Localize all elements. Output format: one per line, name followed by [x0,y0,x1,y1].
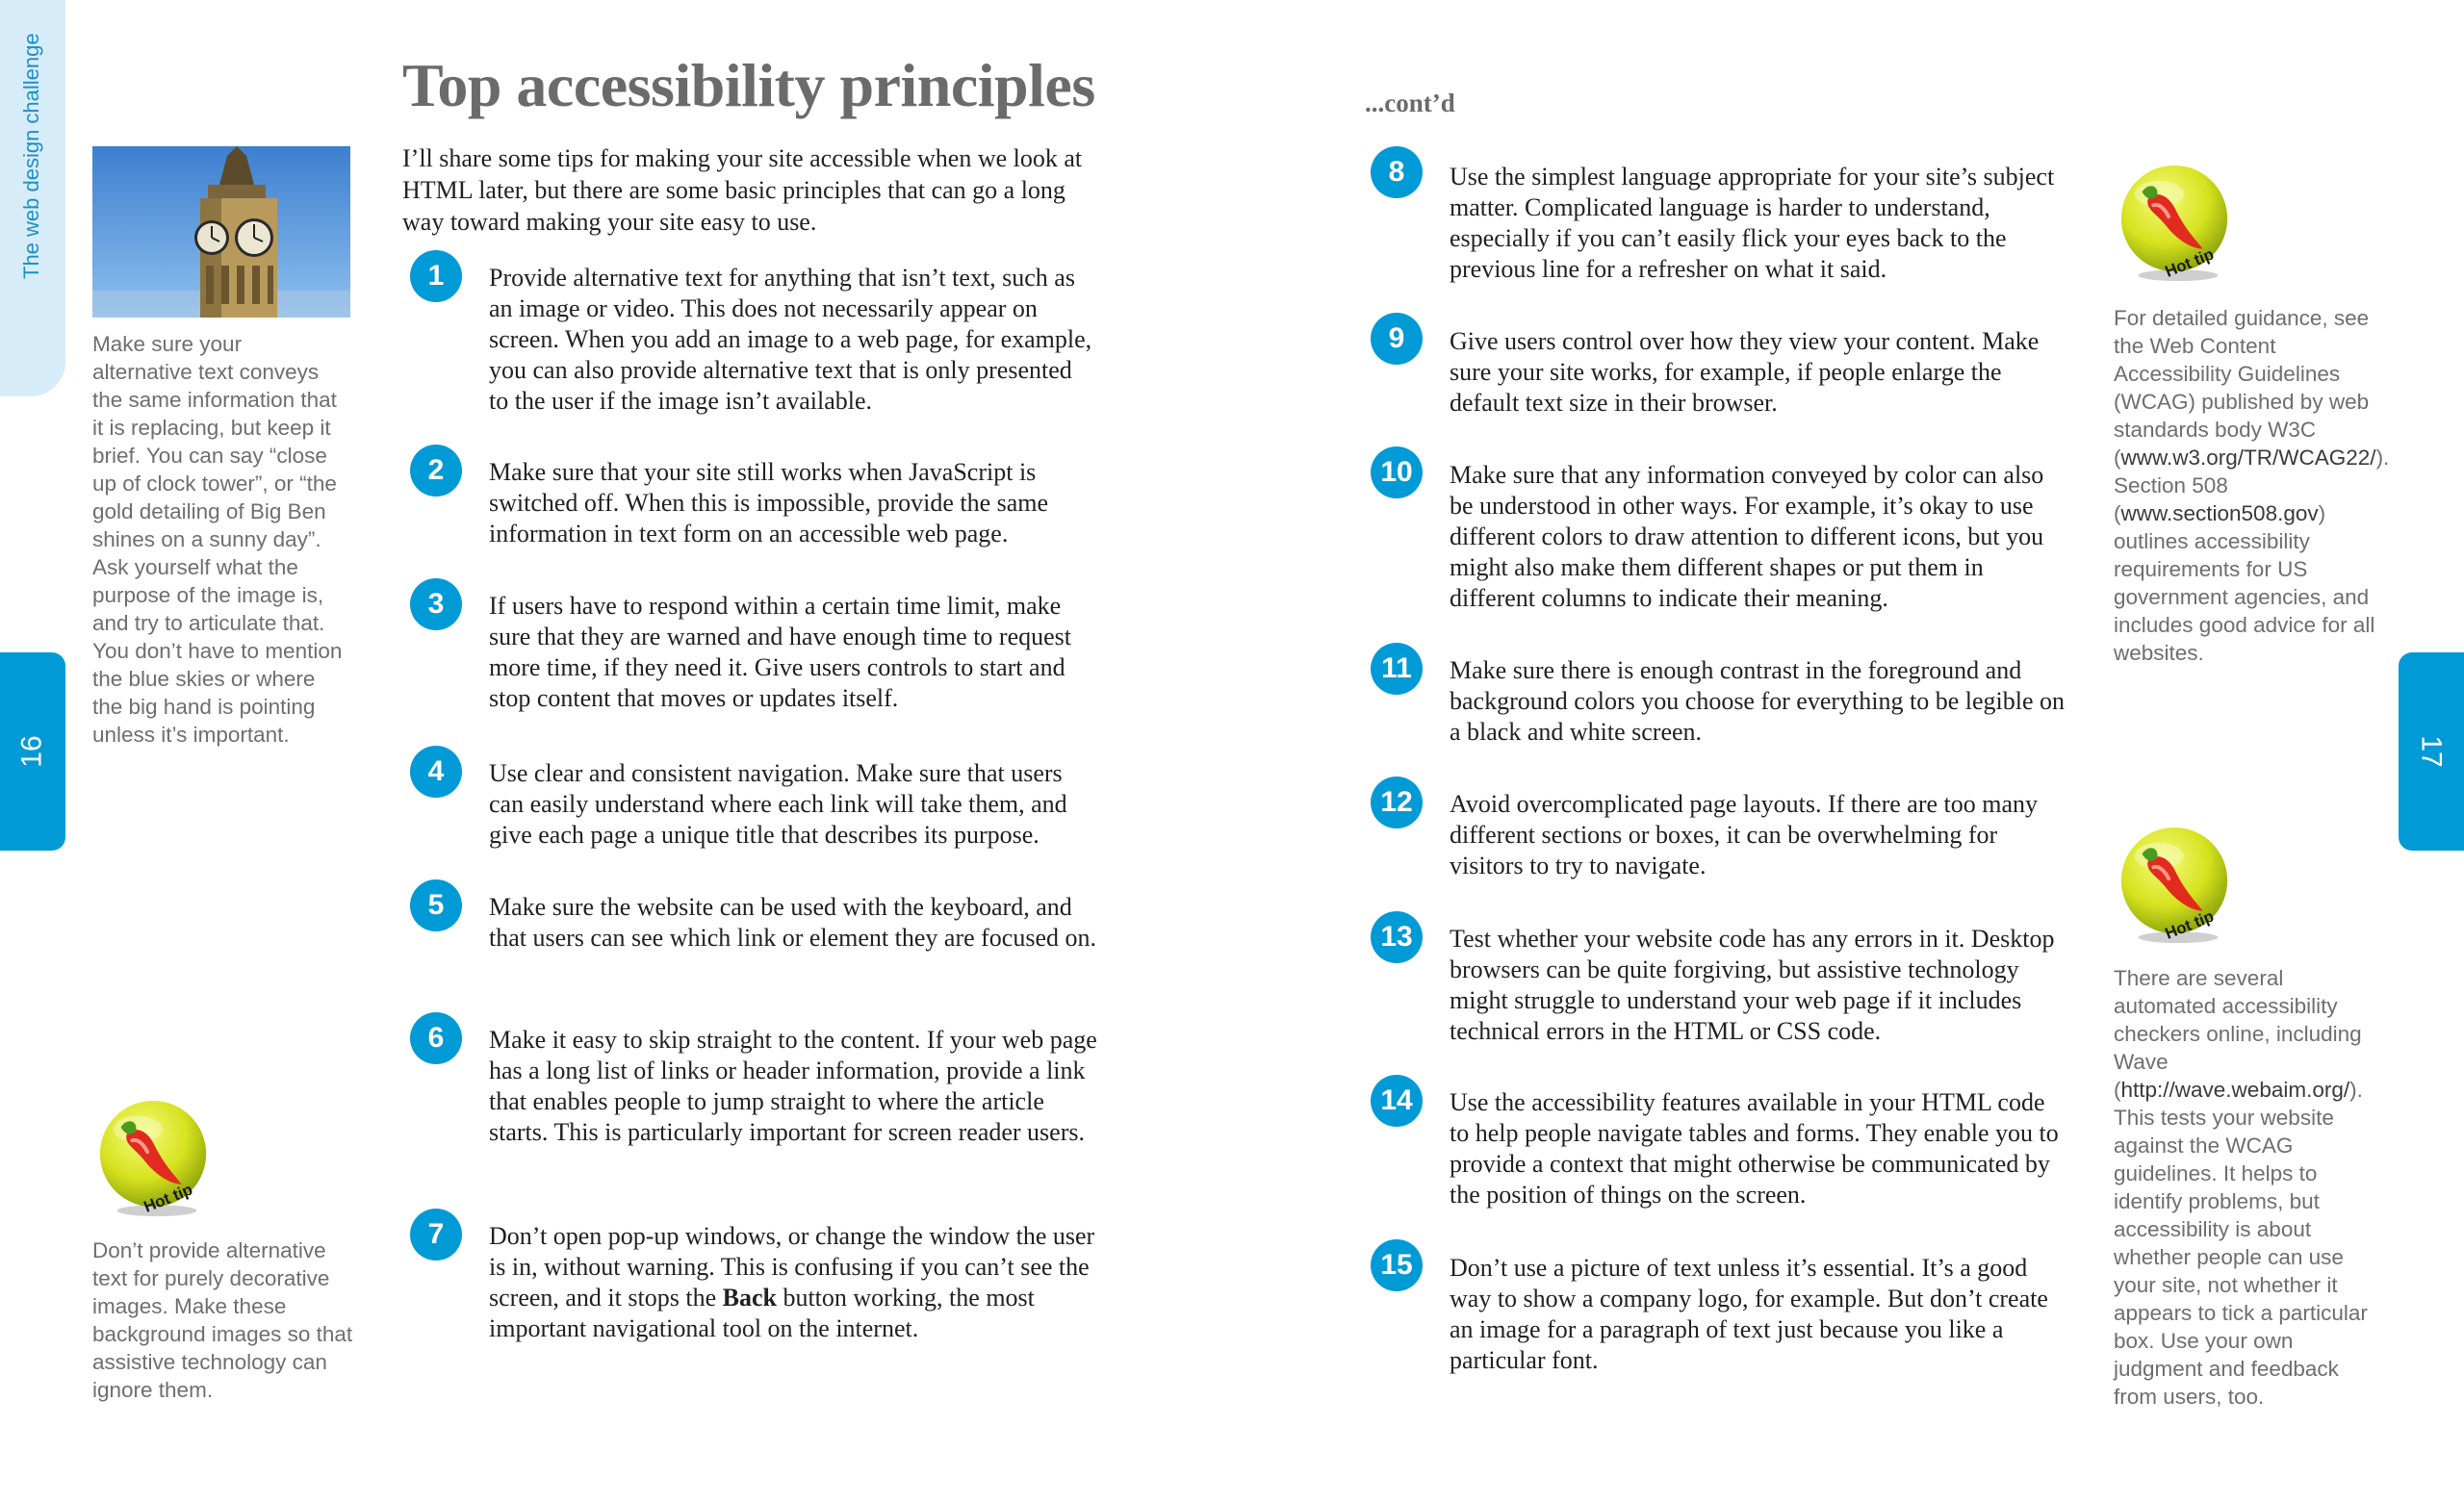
item-text: If users have to respond within a certain time limit, make sure that they are warned and have enough time to request more time, if they need it. Give users controls to start and stop content that moves or updates itself. [489,592,1071,712]
back-button-term: Back [722,1284,777,1312]
wave-webaim-link[interactable]: http://wave.webaim.org/ [2120,1078,2350,1102]
section508-link[interactable]: www.section508.gov [2120,501,2319,525]
item-number: 11 [1371,643,1423,695]
photo-caption: Make sure your alternative text conveys the same information that it is replacing, but keep it brief. You can say “close up of clock tower”, or “the gold detailing of Big Ben shines on a sunny day”. Ask yourself what the purpose of the image is, and try to articulate that. You don’t have to mention the blue skies or where the big hand is pointing unless it’s important. [92,332,343,747]
item-number: 15 [1371,1239,1423,1291]
page-number-left: 16 [16,735,48,768]
clock-tower-photo [92,146,350,318]
item-number: 3 [410,578,462,630]
item-number: 10 [1371,446,1423,498]
page-tab-right [2399,652,2464,851]
page-title: Top accessibility principles [402,51,1095,119]
item-text: Make sure the website can be used with the keyboard, and that users can see which link or element they are focused on. [489,893,1096,952]
item-text: Use the simplest language appropriate for your site’s subject matter. Complicated language is harder to understand, especially if you can’t easily flick your eyes back to the previous line for a refresher on what it said. [1450,163,2055,283]
svg-text:Hot tip: Hot tip [2162,244,2217,281]
intro-paragraph: I’ll share some tips for making your site accessible when we look at HTML later, but there are some basic principles that can go a long way toward making your site easy to use. [402,144,1083,236]
item-text: Make it easy to skip straight to the content. If your web page has a long list of links or header information, provide a link that enables people to jump straight to where the article starts. This is particularly important for screen reader users. [489,1026,1097,1146]
item-text: Make sure there is enough contrast in the foreground and background colors you choose for everything to be legible on a black and white screen. [1450,656,2065,746]
svg-text:Hot tip: Hot tip [141,1180,195,1216]
page-tab-left [0,652,65,851]
item-number: 1 [410,250,462,302]
item-number: 8 [1371,146,1423,198]
chapter-tab [0,0,65,396]
hot-tip-icon [89,1097,221,1220]
item-number: 7 [410,1209,462,1261]
item-text: Don’t use a picture of text unless it’s essential. It’s a good way to show a company logo, for example. But don’t create an image for a paragraph of text just because you like a particular font. [1450,1254,2048,1374]
item-text: Don’t open pop-up windows, or change the window the user is in, without warning. This is confusing if you can’t see the screen, and it stops the Back button working, the most important navigational tool on the internet. [489,1222,1095,1342]
w3c-wcag-link[interactable]: www.w3.org/TR/WCAG22/ [2120,446,2376,470]
item-text: Make sure that your site still works when JavaScript is switched off. When this is impossible, provide the same information in text form on an accessible web page. [489,458,1049,548]
item-number: 9 [1371,313,1423,365]
item-number: 2 [410,445,462,497]
item-number: 12 [1371,777,1423,828]
item-text: Use the accessibility features available in your HTML code to help people navigate tables and forms. They enable you to provide a context that might otherwise be communicated by the position of things on the screen. [1450,1088,2059,1209]
page-number-right: 17 [2416,735,2448,768]
item-number: 6 [410,1012,462,1064]
item-text: Provide alternative text for anything that isn’t text, such as an image or video. This does not necessarily appear on screen. When you add an image to a web page, for example, you can also provide alternative text that is only presented to the user if the image isn’t available. [489,264,1092,415]
item-number: 13 [1371,911,1423,963]
item-text: Make sure that any information conveyed by color can also be understood in other ways. For example, it’s okay to use different colors to draw attention to different icons, but you might also make them different shapes or put them in different columns to indicate their meaning. [1450,461,2044,612]
chapter-tab-label: The web design challenge [19,33,43,279]
item-number: 5 [410,879,462,931]
hot-tip-icon [2110,162,2243,285]
continued-heading: ...cont’d [1365,89,1455,117]
item-number: 14 [1371,1075,1423,1127]
item-text: Use clear and consistent navigation. Make sure that users can easily understand where each link will take them, and give each page a unique title that describes its purpose. [489,759,1067,849]
hot-tip-text-right-1: For detailed guidance, see the Web Content Accessibility Guidelines (WCAG) published by web standards body W3C (www.w3.org/TR/WCAG22/). Section 508 (www.section508.gov) outlines accessibility requirements for US government agencies, and includes good advice for all websites. [2114,306,2390,665]
item-number: 4 [410,746,462,798]
hot-tip-text-left: Don’t provide alternative text for purely decorative images. Make these background images so that assistive technology can ignore them. [92,1238,353,1402]
hot-tip-icon [2110,824,2243,947]
svg-text:Hot tip: Hot tip [2162,906,2217,943]
item-text: Give users control over how they view your content. Make sure your site works, for example, if people enlarge the default text size in their browser. [1450,327,2040,417]
item-text: Test whether your website code has any errors in it. Desktop browsers can be quite forgiving, but assistive technology might struggle to understand your web page if it includes technical errors in the HTML or CSS code. [1450,925,2055,1045]
hot-tip-text-right-2: There are several automated accessibility checkers online, including Wave (http://wave.webaim.org/). This tests your website against the WCAG guidelines. It helps to identify problems, but accessibility is about whether people can use your site, not whether it appears to tick a particular box. Use your own judgment and feedback from users, too. [2114,966,2368,1409]
item-text: Avoid overcomplicated page layouts. If there are too many different sections or boxes, it can be overwhelming for visitors to try to navigate. [1450,790,2039,879]
